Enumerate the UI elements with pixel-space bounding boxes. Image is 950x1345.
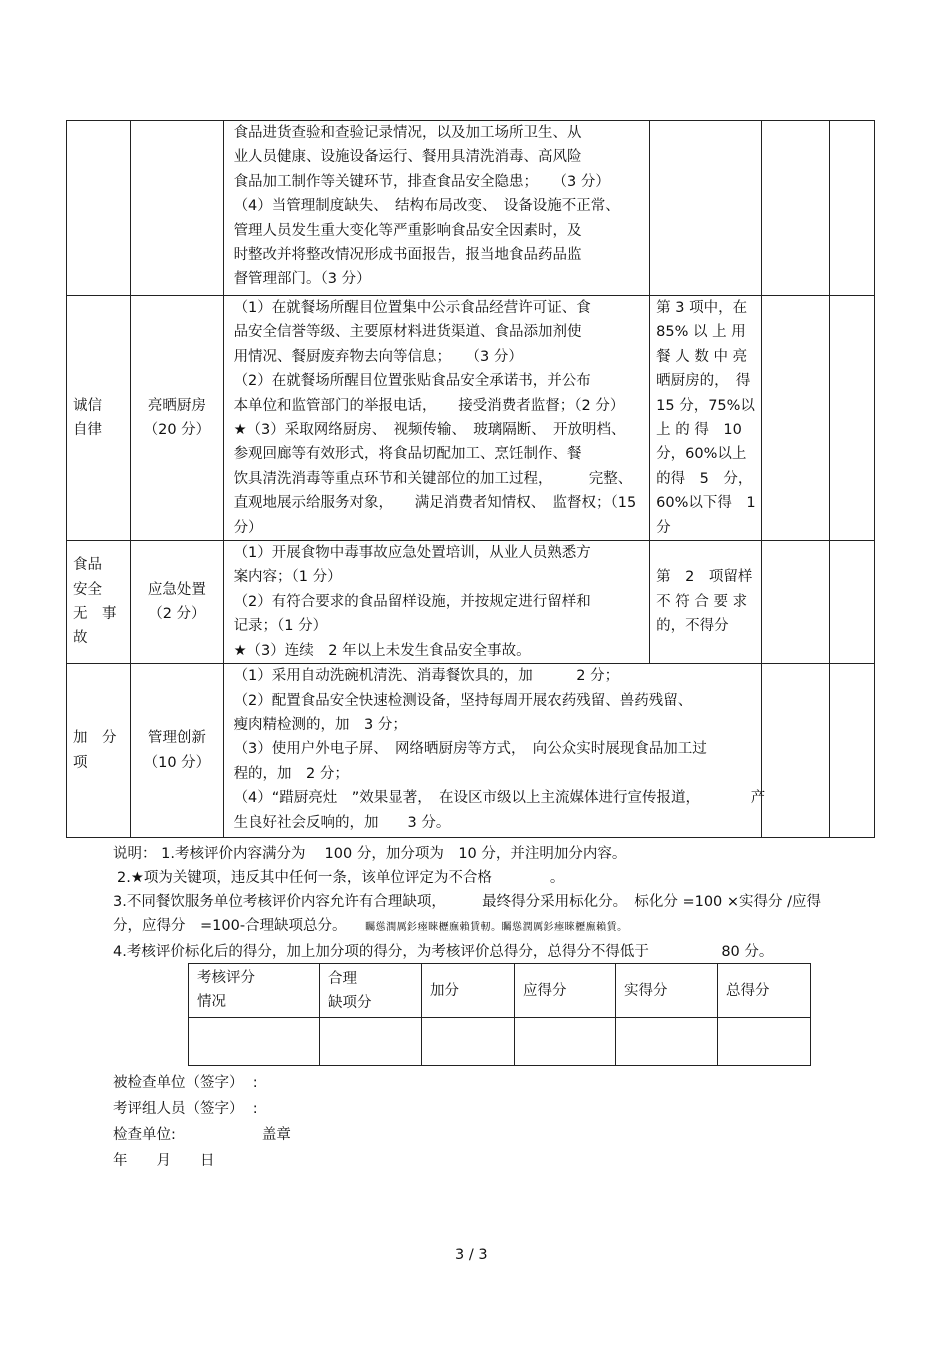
item-cell: 管理创新 （10 分） <box>131 664 223 838</box>
inspector-unit: 检查单位: 盖章 <box>113 1127 291 1143</box>
score-input-cell[interactable] <box>718 1018 811 1066</box>
note-cell: 第 3 项中，在 85% 以 上 用 餐 人 数 中 亮 晒厨房的， 得 15 分，75%以 上 的 得 10 分，60%以上 的得 5 分， 60%以下得 1 分 <box>650 296 761 541</box>
blank-cell <box>829 541 874 664</box>
blank-cell <box>829 296 874 541</box>
item-cell: 亮晒厨房 （20 分） <box>131 296 223 541</box>
table-row-integrity <box>67 296 875 541</box>
score-header-cell: 考核评分 情况 <box>189 964 320 1018</box>
blank-cell <box>761 664 829 838</box>
content-cell: （1）在就餐场所醒目位置集中公示食品经营许可证、食 品安全信誉等级、主要原材料进货渠道、食品添加剂使 用情况、餐厨废弃物去向等信息； （3 分） （2）在就餐场所醒目位置张贴食品安全承诺书，并公布 本单位和监管部门的举报电话， 接受消费者监督；（2 分） ★（3）采取网络厨房、 视频传输、 玻璃隔断、 开放明档、 参观回廊等有效形式，将食品切配加工、烹饪制作、餐 饮具清洗消毒等重点环节和关键部位的加工过程， 完整、 直观地展示给服务对象， 满足消费者知情权、 监督权；（15 分） <box>223 296 650 541</box>
score-table <box>188 963 811 1066</box>
blank-cell <box>829 121 874 296</box>
blank-cell <box>761 541 829 664</box>
content-cell: （1）开展食物中毒事故应急处置培训，从业人员熟悉方 案内容；（1 分） （2）有符合要求的食品留样设施，并按规定进行留样和 记录；（1 分） ★（3）连续 2 年以上未发生食品安全事故。 <box>223 541 650 664</box>
content-cell: 食品进货查验和查验记录情况，以及加工场所卫生、从 业人员健康、设施设备运行、餐用具清洗消毒、高风险 食品加工制作等关键环节，排查食品安全隐患； （3 分） （4）当管理制度缺失、 结构布局改变、 设备设施不正常、 管理人员发生重大变化等严重影响食品安全因素时，及 时整改并将整改情况形成书面报告，报当地食品药品监 督管理部门。（3 分） <box>223 121 650 296</box>
score-header-cell: 实得分 <box>616 964 718 1018</box>
score-input-cell[interactable] <box>320 1018 422 1066</box>
evaluation-table <box>66 120 875 838</box>
score-header-cell: 应得分 <box>515 964 616 1018</box>
note-line: 说明： 1.考核评价内容满分为 100 分，加分项为 10 分，并注明加分内容。 <box>113 846 627 862</box>
blank-cell <box>829 664 874 838</box>
score-header-cell: 合理 缺项分 <box>320 964 422 1018</box>
note-line: 分，应得分 =100-合理缺项总分。 矚慫潤厲釤瘞睞櫪廡賴賃軔。矚慫潤厲釤瘞睞櫪廡賴賃。 <box>113 918 628 934</box>
content-cell: （1）采用自动洗碗机清洗、消毒餐饮具的，加 2 分； （2）配置食品安全快速检测设备，坚持每周开展农药残留、兽药残留、 瘦肉精检测的，加 3 分； （3）使用户外电子屏、 网络晒厨房等方式， 向公众实时展现食品加工过 程的，加 2 分； （4）“踖厨亮灶 ”效果显著， 在设区市级以上主流媒体进行宣传报道， 产 生良好社会反响的，加 3 分。 <box>223 664 761 838</box>
table-row-continuation <box>67 121 875 296</box>
note-line: 3.不同餐饮服务单位考核评价内容允许有合理缺项， 最终得分采用标化分。 标化分 =100 ×实得分 /应得 <box>113 894 822 910</box>
signature-section <box>113 1070 291 1174</box>
category-cell: 加 分 项 <box>67 664 131 838</box>
note-line: 2.★项为关键项，违反其中任何一条，该单位评定为不合格 。 <box>117 870 565 886</box>
date-line: 年 月 日 <box>113 1153 215 1169</box>
item-cell <box>131 121 223 296</box>
category-cell <box>67 121 131 296</box>
page-number: 3 / 3 <box>455 1247 488 1263</box>
score-table-header <box>189 964 811 1018</box>
category-cell: 食品 安全 无 事 故 <box>67 541 131 664</box>
score-input-cell[interactable] <box>515 1018 616 1066</box>
notes-section <box>113 842 853 964</box>
blank-cell <box>761 296 829 541</box>
score-header-cell: 总得分 <box>718 964 811 1018</box>
note-cell <box>650 121 761 296</box>
item-cell: 应急处置 （2 分） <box>131 541 223 664</box>
blank-cell <box>761 121 829 296</box>
table-row-bonus <box>67 664 875 838</box>
note-cell: 第 2 项留样 不 符 合 要 求 的，不得分 <box>650 541 761 664</box>
note-line: 4.考核评价标化后的得分，加上加分项的得分，为考核评价总得分，总得分不得低于 80 分。 <box>113 944 774 960</box>
score-label-continuation <box>189 1018 320 1066</box>
table-row-safety <box>67 541 875 664</box>
score-input-cell[interactable] <box>616 1018 718 1066</box>
evaluator-signature: 考评组人员（签字） : <box>113 1101 258 1117</box>
seal-label: 盖章 <box>261 1127 291 1143</box>
score-input-cell[interactable] <box>422 1018 515 1066</box>
category-cell: 诚信 自律 <box>67 296 131 541</box>
inspected-unit-signature: 被检查单位（签字） : <box>113 1075 258 1091</box>
score-table-row <box>189 1018 811 1066</box>
score-header-cell: 加分 <box>422 964 515 1018</box>
